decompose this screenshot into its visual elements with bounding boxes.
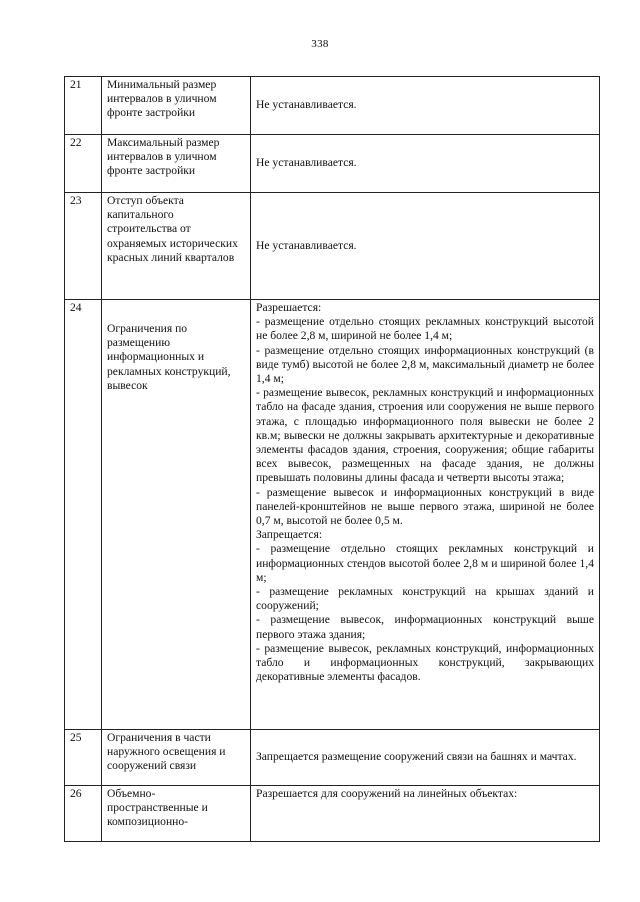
row-number: 24 (65, 300, 102, 730)
table-row (65, 135, 600, 193)
row-value (251, 300, 600, 730)
row-number: 26 (65, 786, 102, 842)
row-parameter: Ограничения по размещению информационных и рекламных конструкций, вывесок (102, 300, 251, 730)
value-line: - размещение отдельно стоящих рекламных конструкций и информационных стендов высотой более 2,8 м и шириной более 1,4 м; (256, 542, 594, 584)
row-parameter: Минимальный размер интервалов в уличном фронте застройки (102, 77, 251, 135)
row-parameter: Ограничения в части наружного освещения и сооружений связи (102, 730, 251, 786)
row-number: 21 (65, 77, 102, 135)
value-line: - размещение вывесок, рекламных конструкций и информационных табло на фасаде здания, строения или сооружения не выше первого этажа, с площадью информационного поля вывески не более 2 кв.м; вывески не должны закрывать архитектурные и декоративные элементы фасадов здания, строения, сооружения; общие габариты всех вывесок, размещенных на фасаде здания, не должны превышать половины длины фасада и четверти высоты этажа; (256, 386, 594, 485)
value-line: - размещение вывесок, рекламных конструкций, информационных табло и информационных конструкций, закрывающих декоративные элементы фасадов. (256, 641, 594, 684)
regulations-table (64, 76, 600, 842)
row-number: 22 (65, 135, 102, 193)
table-row (65, 193, 600, 300)
value-line: - размещение отдельно стоящих информационных конструкций (в виде тумб) высотой не более 2,8 м, максимальный диаметр не более 1,4 м; (256, 343, 594, 386)
table-row (65, 300, 600, 730)
table-row (65, 786, 600, 842)
row-number: 25 (65, 730, 102, 786)
value-line: - размещение вывесок и информационных конструкций в виде панелей-кронштейнов не выше первого этажа, шириной не более 0,7 м, высотой не более 0,5 м. (256, 485, 594, 528)
value-line: Запрещается размещение сооружений связи на башнях и мачтах. (256, 750, 577, 764)
row-parameter: Отступ объекта капитального строительства от охраняемых исторических красных линий кварталов (102, 193, 251, 300)
table-row (65, 730, 600, 786)
row-parameter: Максимальный размер интервалов в уличном фронте застройки (102, 135, 251, 193)
value-line: Запрещается: (256, 528, 323, 542)
row-parameter: Объемно-пространственные и композиционно- (102, 786, 251, 842)
value-line: Не устанавливается. (256, 238, 357, 252)
value-line: - размещение отдельно стоящих рекламных конструкций высотой не более 2,8 м, шириной не более 1,4 м; (256, 315, 594, 343)
row-value (251, 786, 600, 842)
value-line: Разрешается для сооружений на линейных объектах: (256, 787, 518, 800)
row-number: 23 (65, 193, 102, 300)
row-value (251, 135, 600, 193)
value-line: Не устанавливается. (256, 98, 357, 112)
row-value (251, 193, 600, 300)
row-value (251, 730, 600, 786)
row-value (251, 77, 600, 135)
page-number: 338 (311, 38, 329, 50)
value-line: Не устанавливается. (256, 156, 357, 170)
value-line: Разрешается: (256, 301, 322, 314)
table-row (65, 77, 600, 135)
value-line: - размещение рекламных конструкций на крышах зданий и сооружений; (256, 585, 594, 613)
value-line: - размещение вывесок, информационных конструкций выше первого этажа здания; (256, 613, 594, 641)
